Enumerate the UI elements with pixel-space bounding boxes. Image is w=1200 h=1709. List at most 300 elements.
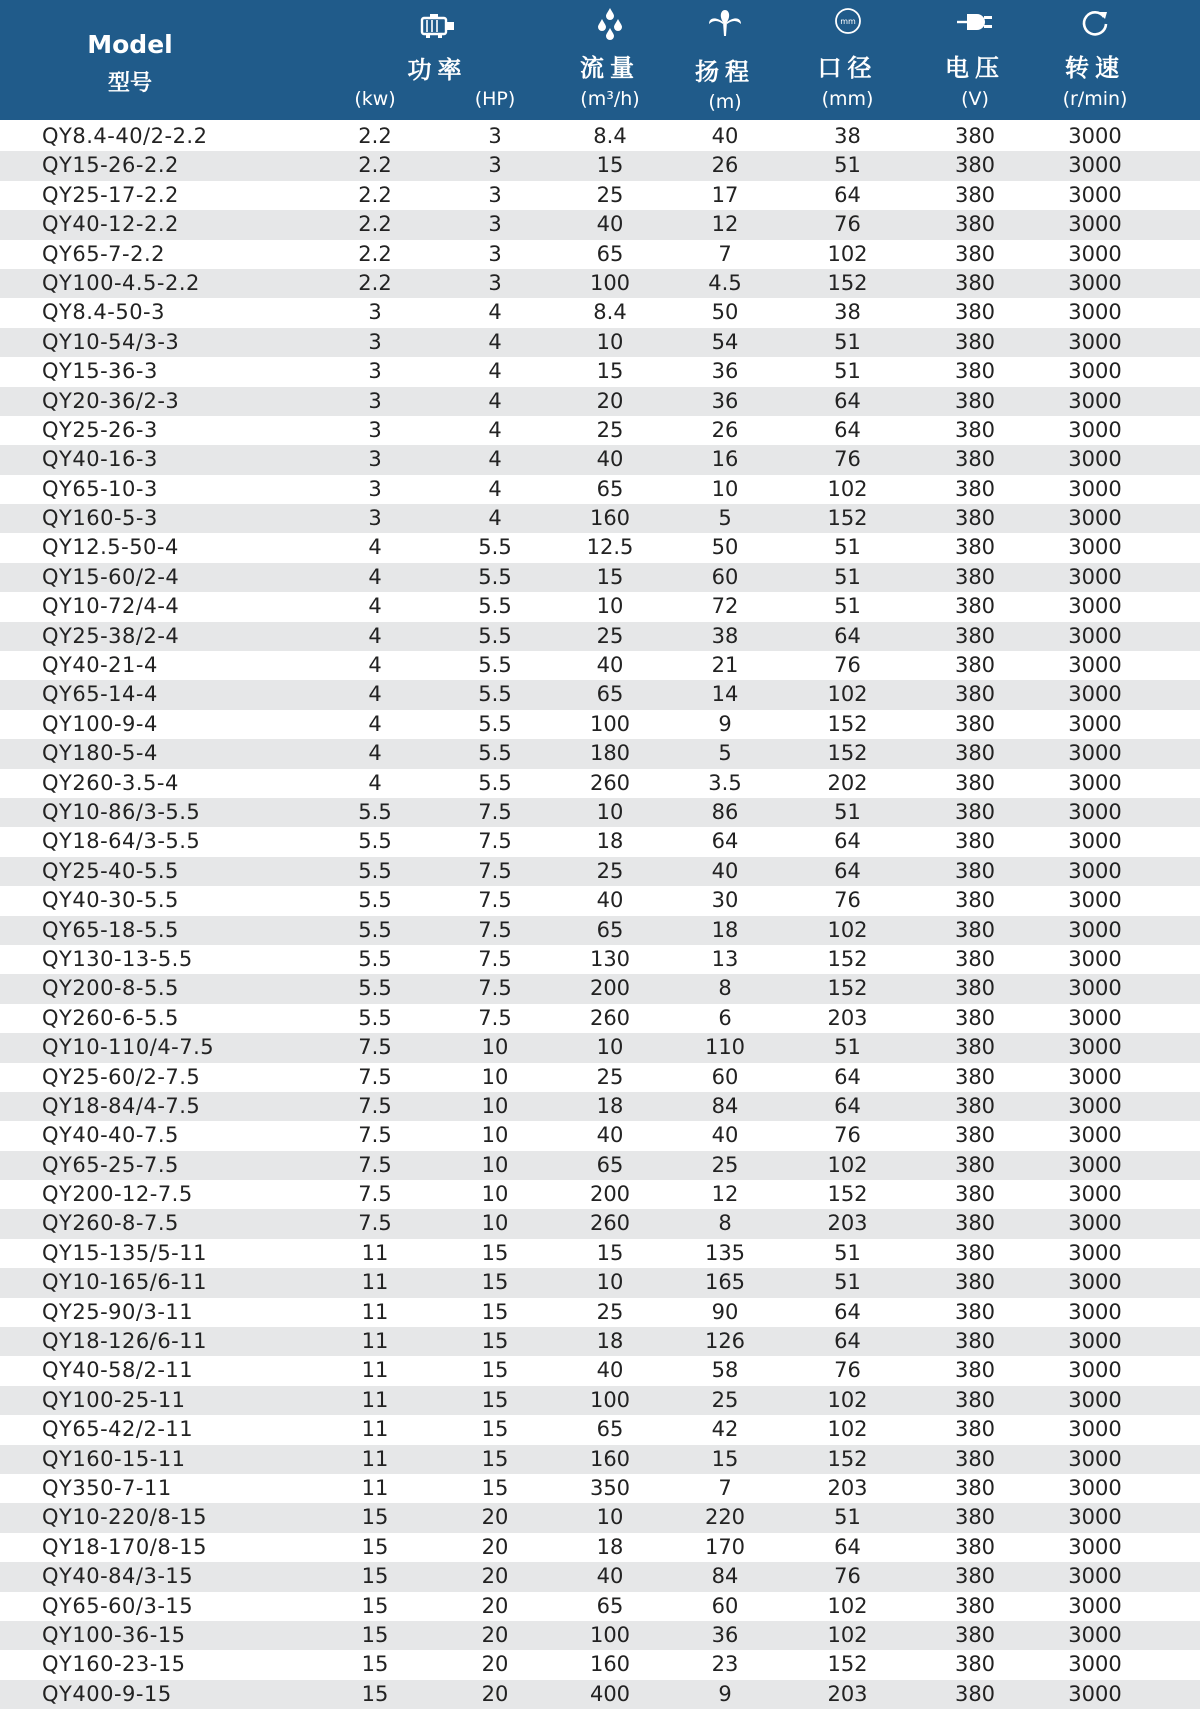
head-cell: 42 <box>711 1417 739 1442</box>
flow-cell: 40 <box>596 1358 624 1383</box>
model-cell: QY10-110/4-7.5 <box>42 1035 215 1060</box>
power-hp-cell: 15 <box>481 1387 509 1412</box>
head-cell: 84 <box>711 1564 739 1589</box>
power-kw-cell: 5.5 <box>358 976 392 1001</box>
model-cell: QY260-3.5-4 <box>42 770 179 795</box>
diameter-cell: 152 <box>827 711 868 736</box>
flow-cell: 100 <box>589 1387 631 1412</box>
voltage-cell: 380 <box>954 1652 996 1677</box>
table-row <box>0 357 1200 386</box>
voltage-cell: 380 <box>954 1534 996 1559</box>
table-row <box>0 974 1200 1003</box>
speed-cell: 3000 <box>1068 359 1122 384</box>
diameter-cell: 51 <box>834 564 861 589</box>
power-kw-cell: 5.5 <box>358 858 392 883</box>
power-hp-cell: 15 <box>481 1475 509 1500</box>
voltage-cell: 380 <box>954 388 996 413</box>
table-row <box>0 886 1200 915</box>
flow-cell: 130 <box>589 946 631 971</box>
speed-cell: 3000 <box>1068 447 1122 472</box>
model-cell: QY180-5-4 <box>42 741 158 766</box>
voltage-cell: 380 <box>954 1475 996 1500</box>
table-row <box>0 240 1200 269</box>
diameter-cell: 102 <box>827 1593 868 1618</box>
power-hp-cell: 10 <box>481 1064 509 1089</box>
power-kw-cell: 15 <box>361 1652 389 1677</box>
voltage-cell: 380 <box>954 1093 996 1118</box>
voltage-cell: 380 <box>954 182 996 207</box>
head-cell: 110 <box>704 1035 746 1060</box>
voltage-cell: 380 <box>954 917 996 942</box>
voltage-cell: 380 <box>954 1005 996 1030</box>
head-cell: 50 <box>711 535 739 560</box>
speed-cell: 3000 <box>1068 623 1122 648</box>
power-hp-cell: 7.5 <box>478 946 512 971</box>
power-kw-cell: 3 <box>368 476 382 501</box>
power-hp-cell: 4 <box>488 417 502 442</box>
model-cell: QY12.5-50-4 <box>42 535 179 560</box>
diameter-cell: 51 <box>834 594 861 619</box>
speed-cell: 3000 <box>1068 1593 1122 1618</box>
voltage-cell: 380 <box>954 770 996 795</box>
model-cell: QY15-26-2.2 <box>42 153 179 178</box>
flow-label: 流量 <box>580 54 640 82</box>
power-kw-cell: 11 <box>361 1299 389 1324</box>
diameter-cell: 51 <box>834 153 861 178</box>
power-kw-cell: 3 <box>368 417 382 442</box>
voltage-cell: 380 <box>954 888 996 913</box>
flow-cell: 40 <box>596 653 624 678</box>
voltage-cell: 380 <box>954 212 996 237</box>
power-kw-cell: 2.2 <box>358 153 392 178</box>
voltage-cell: 380 <box>954 1564 996 1589</box>
speed-cell: 3000 <box>1068 1299 1122 1324</box>
power-kw-cell: 15 <box>361 1564 389 1589</box>
head-cell: 50 <box>711 300 739 325</box>
speed-cell: 3000 <box>1068 564 1122 589</box>
flow-cell: 10 <box>596 1505 624 1530</box>
table-row <box>0 387 1200 416</box>
power-kw-cell: 2.2 <box>358 241 392 266</box>
power-hp-cell: 4 <box>488 388 502 413</box>
flow-cell: 65 <box>596 1593 624 1618</box>
table-row <box>0 1092 1200 1121</box>
head-cell: 40 <box>711 124 739 148</box>
model-cell: QY10-72/4-4 <box>42 594 180 619</box>
diameter-cell: 102 <box>827 476 868 501</box>
model-cell: QY18-126/6-11 <box>42 1329 207 1354</box>
flow-cell: 40 <box>596 888 624 913</box>
power-kw-cell: 4 <box>368 741 382 766</box>
speed-cell: 3000 <box>1068 1358 1122 1383</box>
diameter-cell: 38 <box>834 124 861 148</box>
power-kw-cell: 2.2 <box>358 270 392 295</box>
speed-cell: 3000 <box>1068 1622 1122 1647</box>
model-cell: QY10-54/3-3 <box>42 329 180 354</box>
diameter-cell: 152 <box>827 946 868 971</box>
speed-cell: 3000 <box>1068 711 1122 736</box>
diameter-cell: 152 <box>827 1182 868 1207</box>
power-hp-cell: 5.5 <box>478 623 512 648</box>
power-kw-cell: 5.5 <box>358 888 392 913</box>
power-kw-cell: 5.5 <box>358 829 392 854</box>
power-kw-cell: 15 <box>361 1593 389 1618</box>
flow-cell: 25 <box>596 417 624 442</box>
table-row <box>0 563 1200 592</box>
power-hp-cell: 15 <box>481 1270 509 1295</box>
model-cell: QY40-30-5.5 <box>42 888 179 913</box>
fountain-icon <box>705 6 745 40</box>
head-cell: 90 <box>711 1299 739 1324</box>
power-kw-cell: 5.5 <box>358 799 392 824</box>
model-cell: QY15-60/2-4 <box>42 564 180 589</box>
flow-cell: 15 <box>596 359 624 384</box>
power-kw-cell: 2.2 <box>358 212 392 237</box>
speed-cell: 3000 <box>1068 535 1122 560</box>
head-cell: 3.5 <box>708 770 742 795</box>
table-row <box>0 622 1200 651</box>
head-cell: 9 <box>718 711 732 736</box>
model-cell: QY65-10-3 <box>42 476 158 501</box>
model-cell: QY65-42/2-11 <box>42 1417 194 1442</box>
power-kw-cell: 4 <box>368 711 382 736</box>
power-kw-cell: 11 <box>361 1387 389 1412</box>
flow-cell: 18 <box>596 1534 624 1559</box>
power-kw-cell: 4 <box>368 623 382 648</box>
table-row <box>0 1121 1200 1150</box>
head-cell: 36 <box>711 1622 739 1647</box>
model-cell: QY10-165/6-11 <box>42 1270 207 1295</box>
table-row <box>0 945 1200 974</box>
speed-cell: 3000 <box>1068 1505 1122 1530</box>
flow-cell: 100 <box>589 1622 631 1647</box>
speed-label: 转速 <box>1065 54 1125 82</box>
table-row <box>0 1592 1200 1621</box>
plug-icon <box>955 6 995 40</box>
speed-header <box>1040 0 1150 120</box>
model-cell: QY65-7-2.2 <box>42 241 165 266</box>
voltage-cell: 380 <box>954 623 996 648</box>
flow-cell: 180 <box>589 741 631 766</box>
table-row <box>0 1239 1200 1268</box>
diameter-cell: 203 <box>827 1475 868 1500</box>
model-cell: QY25-17-2.2 <box>42 182 179 207</box>
voltage-cell: 380 <box>954 858 996 883</box>
voltage-cell: 380 <box>954 1622 996 1647</box>
power-kw-cell: 11 <box>361 1417 389 1442</box>
table-row <box>0 1209 1200 1238</box>
head-cell: 16 <box>711 447 739 472</box>
diameter-cell: 152 <box>827 741 868 766</box>
power-hp-cell: 5.5 <box>478 711 512 736</box>
diameter-cell: 51 <box>834 1505 861 1530</box>
voltage-cell: 380 <box>954 946 996 971</box>
power-hp-cell: 20 <box>481 1681 509 1706</box>
voltage-cell: 380 <box>954 976 996 1001</box>
head-cell: 12 <box>711 1182 739 1207</box>
flow-cell: 10 <box>596 1035 624 1060</box>
voltage-cell: 380 <box>954 653 996 678</box>
head-cell: 36 <box>711 388 739 413</box>
flow-cell: 10 <box>596 594 624 619</box>
power-kw-cell: 15 <box>361 1622 389 1647</box>
model-cell: QY40-21-4 <box>42 653 158 678</box>
flow-cell: 160 <box>589 1652 631 1677</box>
head-label: 扬程 <box>695 58 755 86</box>
head-cell: 126 <box>704 1329 746 1354</box>
voltage-cell: 380 <box>954 447 996 472</box>
flow-cell: 260 <box>589 770 631 795</box>
speed-cell: 3000 <box>1068 888 1122 913</box>
speed-cell: 3000 <box>1068 182 1122 207</box>
power-kw-cell: 3 <box>368 359 382 384</box>
model-cell: QY18-64/3-5.5 <box>42 829 201 854</box>
table-row <box>0 1415 1200 1444</box>
power-kw-cell: 3 <box>368 329 382 354</box>
power-hp-cell: 7.5 <box>478 888 512 913</box>
speed-cell: 3000 <box>1068 1093 1122 1118</box>
head-cell: 8 <box>718 976 732 1001</box>
power-hp-cell: 4 <box>488 329 502 354</box>
voltage-cell: 380 <box>954 506 996 531</box>
speed-cell: 3000 <box>1068 1652 1122 1677</box>
flow-cell: 25 <box>596 1299 624 1324</box>
table-row <box>0 739 1200 768</box>
voltage-cell: 380 <box>954 417 996 442</box>
power-hp-cell: 20 <box>481 1505 509 1530</box>
diameter-cell: 64 <box>834 1064 861 1089</box>
power-kw-cell: 11 <box>361 1329 389 1354</box>
voltage-cell: 380 <box>954 1152 996 1177</box>
diameter-cell: 76 <box>834 1358 861 1383</box>
head-cell: 8 <box>718 1211 732 1236</box>
speed-cell: 3000 <box>1068 1387 1122 1412</box>
table-row <box>0 122 1200 151</box>
model-cell: QY25-26-3 <box>42 417 158 442</box>
table-row <box>0 592 1200 621</box>
speed-cell: 3000 <box>1068 1182 1122 1207</box>
head-cell: 170 <box>704 1534 746 1559</box>
head-cell: 40 <box>711 1123 739 1148</box>
power-hp-cell: 3 <box>488 270 502 295</box>
model-cell: QY100-36-15 <box>42 1622 186 1647</box>
head-cell: 165 <box>704 1270 746 1295</box>
voltage-cell: 380 <box>954 564 996 589</box>
power-hp-cell: 4 <box>488 506 502 531</box>
voltage-cell: 380 <box>954 359 996 384</box>
table-row <box>0 1151 1200 1180</box>
flow-cell: 25 <box>596 858 624 883</box>
model-cell: QY40-16-3 <box>42 447 158 472</box>
power-hp-cell: 4 <box>488 300 502 325</box>
voltage-cell: 380 <box>954 1417 996 1442</box>
diameter-cell: 202 <box>827 770 868 795</box>
speed-cell: 3000 <box>1068 1064 1122 1089</box>
model-cell: QY260-8-7.5 <box>42 1211 179 1236</box>
model-cell: QY10-220/8-15 <box>42 1505 207 1530</box>
voltage-cell: 380 <box>954 1446 996 1471</box>
voltage-cell: 380 <box>954 594 996 619</box>
head-cell: 60 <box>711 1593 739 1618</box>
voltage-cell: 380 <box>954 300 996 325</box>
power-hp-cell: 3 <box>488 182 502 207</box>
power-kw-cell: 11 <box>361 1475 389 1500</box>
model-cell: QY15-36-3 <box>42 359 158 384</box>
speed-cell: 3000 <box>1068 1005 1122 1030</box>
power-unit-hp: (HP) <box>474 88 516 110</box>
table-row <box>0 475 1200 504</box>
head-cell: 10 <box>711 476 739 501</box>
speed-cell: 3000 <box>1068 1446 1122 1471</box>
flow-cell: 40 <box>596 1564 624 1589</box>
flow-cell: 40 <box>596 1123 624 1148</box>
power-kw-cell: 4 <box>368 564 382 589</box>
speed-cell: 3000 <box>1068 417 1122 442</box>
head-cell: 64 <box>711 829 739 854</box>
model-cell: QY200-8-5.5 <box>42 976 179 1001</box>
power-hp-cell: 5.5 <box>478 594 512 619</box>
power-kw-cell: 4 <box>368 682 382 707</box>
power-hp-cell: 5.5 <box>478 564 512 589</box>
model-header <box>30 0 230 120</box>
table-row <box>0 1327 1200 1356</box>
voltage-cell: 380 <box>954 1299 996 1324</box>
head-cell: 18 <box>711 917 739 942</box>
power-hp-cell: 10 <box>481 1035 509 1060</box>
head-cell: 25 <box>711 1387 739 1412</box>
speed-cell: 3000 <box>1068 476 1122 501</box>
power-kw-cell: 7.5 <box>358 1123 392 1148</box>
flow-cell: 200 <box>589 1182 631 1207</box>
head-cell: 7 <box>718 1475 732 1500</box>
flow-cell: 160 <box>589 506 631 531</box>
power-label: 功率 <box>407 56 468 84</box>
table-row <box>0 1386 1200 1415</box>
flow-cell: 20 <box>596 388 624 413</box>
flow-cell: 25 <box>596 1064 624 1089</box>
flow-cell: 18 <box>596 1329 624 1354</box>
power-hp-cell: 15 <box>481 1329 509 1354</box>
voltage-cell: 380 <box>954 1270 996 1295</box>
voltage-cell: 380 <box>954 1035 996 1060</box>
power-kw-cell: 3 <box>368 300 382 325</box>
diameter-cell: 152 <box>827 506 868 531</box>
table-row <box>0 298 1200 327</box>
table-row <box>0 1268 1200 1297</box>
power-hp-cell: 15 <box>481 1358 509 1383</box>
diameter-cell: 51 <box>834 535 861 560</box>
voltage-cell: 380 <box>954 1387 996 1412</box>
table-row <box>0 533 1200 562</box>
power-kw-cell: 15 <box>361 1505 389 1530</box>
head-cell: 30 <box>711 888 739 913</box>
diameter-cell: 51 <box>834 1035 861 1060</box>
table-row <box>0 1680 1200 1709</box>
table-row <box>0 1063 1200 1092</box>
power-hp-cell: 7.5 <box>478 1005 512 1030</box>
voltage-cell: 380 <box>954 153 996 178</box>
flow-cell: 65 <box>596 682 624 707</box>
head-cell: 84 <box>711 1093 739 1118</box>
flow-cell: 200 <box>589 976 631 1001</box>
power-hp-cell: 4 <box>488 476 502 501</box>
flow-cell: 160 <box>589 1446 631 1471</box>
power-hp-cell: 20 <box>481 1564 509 1589</box>
table-row <box>0 710 1200 739</box>
head-cell: 60 <box>711 1064 739 1089</box>
speed-cell: 3000 <box>1068 799 1122 824</box>
voltage-cell: 380 <box>954 1211 996 1236</box>
power-kw-cell: 3 <box>368 447 382 472</box>
flow-cell: 260 <box>589 1005 631 1030</box>
table-row <box>0 1562 1200 1591</box>
power-kw-cell: 7.5 <box>358 1035 392 1060</box>
flow-cell: 15 <box>596 153 624 178</box>
power-hp-cell: 7.5 <box>478 799 512 824</box>
diameter-cell: 102 <box>827 1417 868 1442</box>
speed-cell: 3000 <box>1068 212 1122 237</box>
diameter-cell: 64 <box>834 388 861 413</box>
power-unit-kw: (kw) <box>354 88 396 110</box>
power-kw-cell: 5.5 <box>358 1005 392 1030</box>
diameter-cell: 203 <box>827 1005 868 1030</box>
table-row <box>0 416 1200 445</box>
flow-unit: (m³/h) <box>580 88 640 110</box>
diameter-cell: 64 <box>834 1534 861 1559</box>
power-hp-cell: 5.5 <box>478 653 512 678</box>
speed-cell: 3000 <box>1068 1534 1122 1559</box>
power-hp-cell: 20 <box>481 1593 509 1618</box>
diameter-cell: 64 <box>834 1329 861 1354</box>
diameter-cell: 38 <box>834 300 861 325</box>
model-cell: QY100-25-11 <box>42 1387 186 1412</box>
head-cell: 5 <box>718 741 732 766</box>
diameter-cell: 51 <box>834 329 861 354</box>
head-cell: 135 <box>704 1240 746 1265</box>
water-drops-icon <box>590 6 630 40</box>
table-row <box>0 1004 1200 1033</box>
head-cell: 15 <box>711 1446 739 1471</box>
diameter-cell: 152 <box>827 1446 868 1471</box>
model-cell: QY160-5-3 <box>42 506 158 531</box>
power-hp-cell: 20 <box>481 1622 509 1647</box>
speed-cell: 3000 <box>1068 329 1122 354</box>
power-hp-cell: 10 <box>481 1211 509 1236</box>
model-cell: QY100-9-4 <box>42 711 158 736</box>
diameter-cell: 51 <box>834 799 861 824</box>
diameter-cell: 51 <box>834 1240 861 1265</box>
speed-cell: 3000 <box>1068 300 1122 325</box>
speed-cell: 3000 <box>1068 682 1122 707</box>
voltage-cell: 380 <box>954 1064 996 1089</box>
motor-icon <box>418 10 458 44</box>
table-row <box>0 1033 1200 1062</box>
table-row <box>0 445 1200 474</box>
head-cell: 17 <box>711 182 739 207</box>
table-row <box>0 1356 1200 1385</box>
voltage-cell: 380 <box>954 1123 996 1148</box>
power-kw-cell: 15 <box>361 1681 389 1706</box>
power-hp-cell: 15 <box>481 1417 509 1442</box>
diameter-cell: 51 <box>834 359 861 384</box>
diameter-cell: 102 <box>827 241 868 266</box>
power-hp-cell: 3 <box>488 153 502 178</box>
model-cell: QY260-6-5.5 <box>42 1005 179 1030</box>
diameter-cell: 102 <box>827 682 868 707</box>
head-cell: 26 <box>711 417 739 442</box>
diameter-cell: 76 <box>834 447 861 472</box>
flow-cell: 65 <box>596 1152 624 1177</box>
